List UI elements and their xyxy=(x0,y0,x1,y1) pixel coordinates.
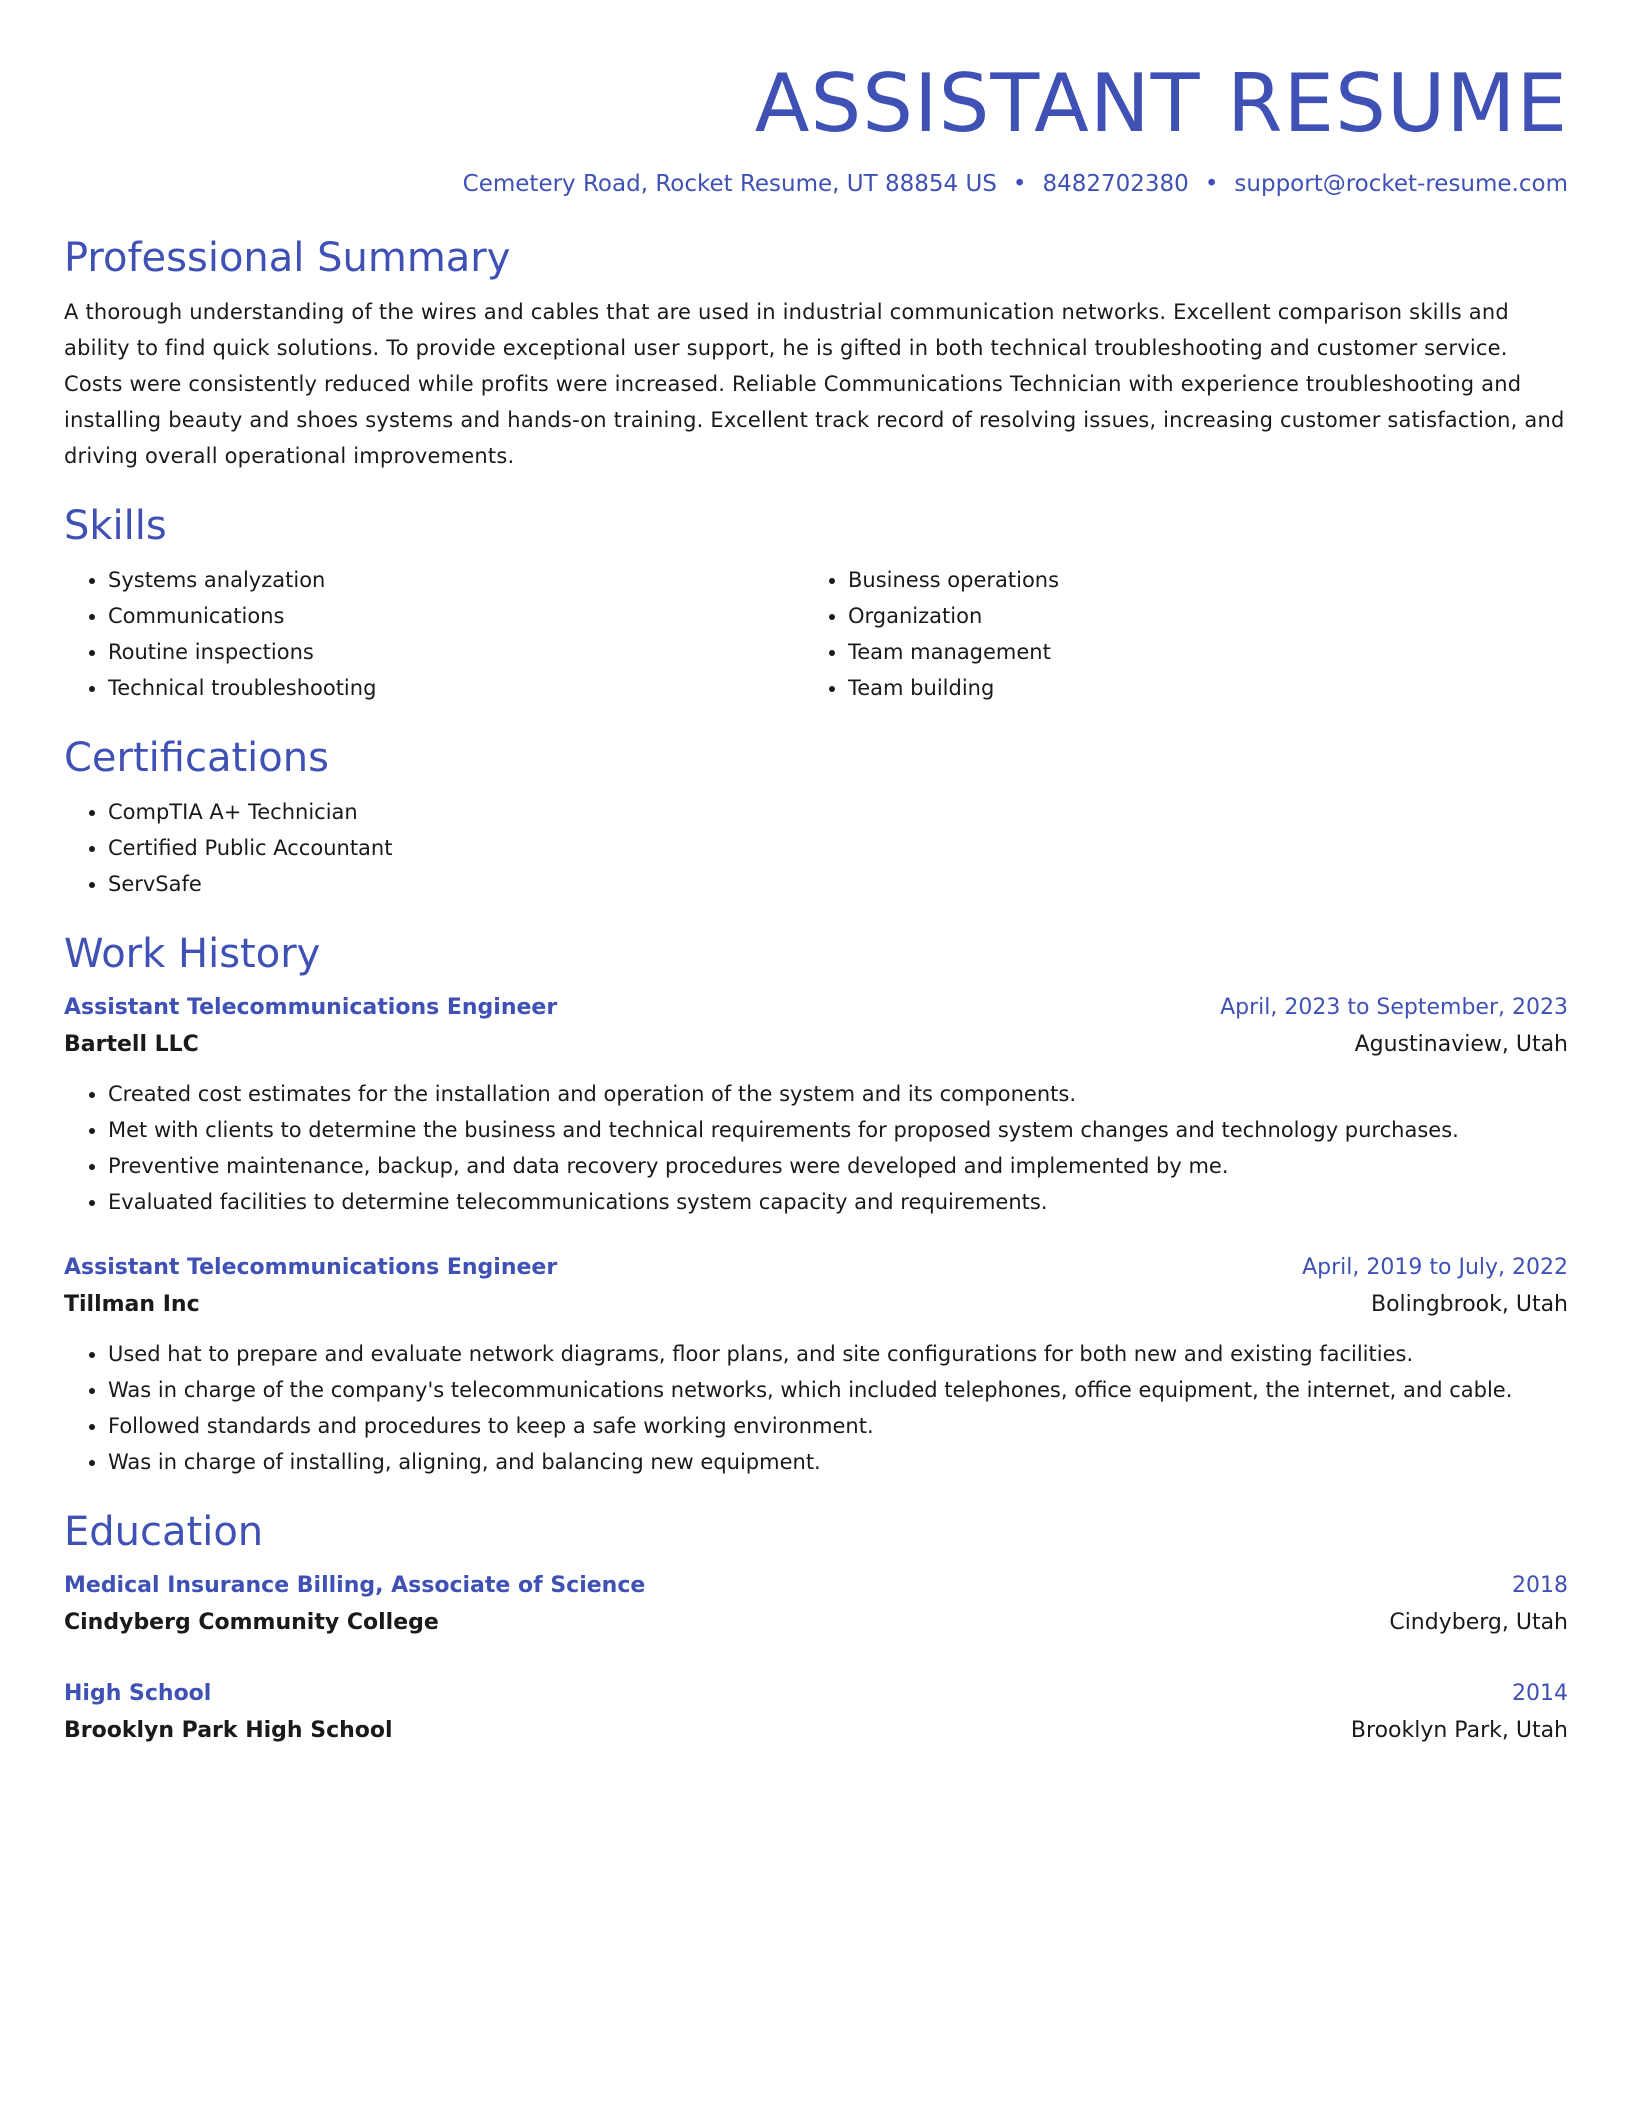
education-degree: Medical Insurance Billing, Associate of Science xyxy=(64,1573,646,1598)
job-company: Bartell LLC xyxy=(64,1032,199,1057)
education-school: Cindyberg Community College xyxy=(64,1610,439,1635)
job-entry xyxy=(64,990,1568,1220)
summary-text: A thorough understanding of the wires and cables that are used in industrial communication networks. Excellent comparison skills and ability to find quick solutions. To provide exceptional user support, he is gifted in both technical troubleshooting and customer service. Costs were consistently reduced while profits were increased. Reliable Communications Technician with experience troubleshooting and installing beauty and shoes systems and hands-on training. Excellent track record of resolving issues, increasing customer satisfaction, and driving overall operational improvements. xyxy=(64,300,1565,468)
education-school-row xyxy=(64,1604,1568,1642)
education-school-row xyxy=(64,1712,1568,1750)
job-duties-list xyxy=(64,1076,1568,1220)
summary-heading: Professional Summary xyxy=(64,235,511,281)
work-history-heading: Work History xyxy=(64,931,321,977)
skills-list-right xyxy=(804,562,1544,706)
job-duties-list xyxy=(64,1336,1568,1480)
job-title-row xyxy=(64,1250,1568,1286)
education-location: Brooklyn Park, Utah xyxy=(1350,1718,1568,1743)
certifications-heading: Certifications xyxy=(64,735,329,781)
education-degree: High School xyxy=(64,1681,212,1706)
contact-line xyxy=(64,168,1568,200)
job-title-row xyxy=(64,990,1568,1026)
job-entry xyxy=(64,1250,1568,1480)
job-duty: • Was in charge of installing, aligning, and balancing new equipment. xyxy=(108,1444,1568,1480)
job-duty: • Created cost estimates for the installation and operation of the system and its components. xyxy=(108,1076,1568,1112)
skills-list-left xyxy=(64,562,804,706)
resume-header xyxy=(64,56,1568,200)
skill-item: • Technical troubleshooting xyxy=(108,670,804,706)
skills-section xyxy=(64,502,1568,706)
job-duty: • Preventive maintenance, backup, and data recovery procedures were developed and implemented by me. xyxy=(108,1148,1568,1184)
education-entry xyxy=(64,1676,1568,1750)
certification-item: • Certified Public Accountant xyxy=(108,830,1568,866)
education-year: 2018 xyxy=(1512,1573,1568,1598)
skill-item: • Organization xyxy=(848,598,1544,634)
skills-heading: Skills xyxy=(64,503,167,549)
education-year: 2014 xyxy=(1512,1681,1568,1706)
certifications-section xyxy=(64,734,1568,902)
contact-separator: • xyxy=(1204,171,1219,197)
summary-section xyxy=(64,234,1568,474)
contact-phone: 8482702380 xyxy=(1042,171,1189,197)
skills-columns xyxy=(64,562,1568,706)
job-duty: • Evaluated facilities to determine telecommunications system capacity and requirements. xyxy=(108,1184,1568,1220)
resume-title: ASSISTANT RESUME xyxy=(754,57,1568,150)
education-degree-row xyxy=(64,1676,1568,1712)
certifications-list xyxy=(64,794,1568,902)
job-location: Agustinaview, Utah xyxy=(1354,1032,1568,1057)
job-dates: April, 2023 to September, 2023 xyxy=(1220,995,1568,1020)
skill-item: • Team management xyxy=(848,634,1544,670)
education-location: Cindyberg, Utah xyxy=(1389,1610,1568,1635)
education-school: Brooklyn Park High School xyxy=(64,1718,393,1743)
skill-item: • Routine inspections xyxy=(108,634,804,670)
contact-separator: • xyxy=(1012,171,1027,197)
education-section xyxy=(64,1508,1568,1750)
job-duty: • Followed standards and procedures to keep a safe working environment. xyxy=(108,1408,1568,1444)
skill-item: • Team building xyxy=(848,670,1544,706)
skill-item: • Business operations xyxy=(848,562,1544,598)
work-history-section xyxy=(64,930,1568,1480)
skills-column-left xyxy=(64,562,804,706)
certification-item: • CompTIA A+ Technician xyxy=(108,794,1568,830)
contact-address: Cemetery Road, Rocket Resume, UT 88854 US xyxy=(462,171,997,197)
job-dates: April, 2019 to July, 2022 xyxy=(1302,1255,1568,1280)
job-role: Assistant Telecommunications Engineer xyxy=(64,995,558,1020)
skill-item: • Systems analyzation xyxy=(108,562,804,598)
skill-item: • Communications xyxy=(108,598,804,634)
job-duty: • Was in charge of the company's telecommunications networks, which included telephones, office equipment, the internet, and cable. xyxy=(108,1372,1568,1408)
skills-column-right xyxy=(804,562,1544,706)
job-location: Bolingbrook, Utah xyxy=(1370,1292,1568,1317)
education-degree-row xyxy=(64,1568,1568,1604)
certification-item: • ServSafe xyxy=(108,866,1568,902)
job-company: Tillman Inc xyxy=(64,1292,200,1317)
contact-email[interactable]: support@rocket-resume.com xyxy=(1234,171,1568,197)
education-entry xyxy=(64,1568,1568,1642)
job-company-row xyxy=(64,1286,1568,1324)
job-role: Assistant Telecommunications Engineer xyxy=(64,1255,558,1280)
job-company-row xyxy=(64,1026,1568,1064)
education-heading: Education xyxy=(64,1509,264,1555)
job-duty: • Used hat to prepare and evaluate network diagrams, floor plans, and site configurations for both new and existing facilities. xyxy=(108,1336,1568,1372)
job-duty: • Met with clients to determine the business and technical requirements for proposed system changes and technology purchases. xyxy=(108,1112,1568,1148)
